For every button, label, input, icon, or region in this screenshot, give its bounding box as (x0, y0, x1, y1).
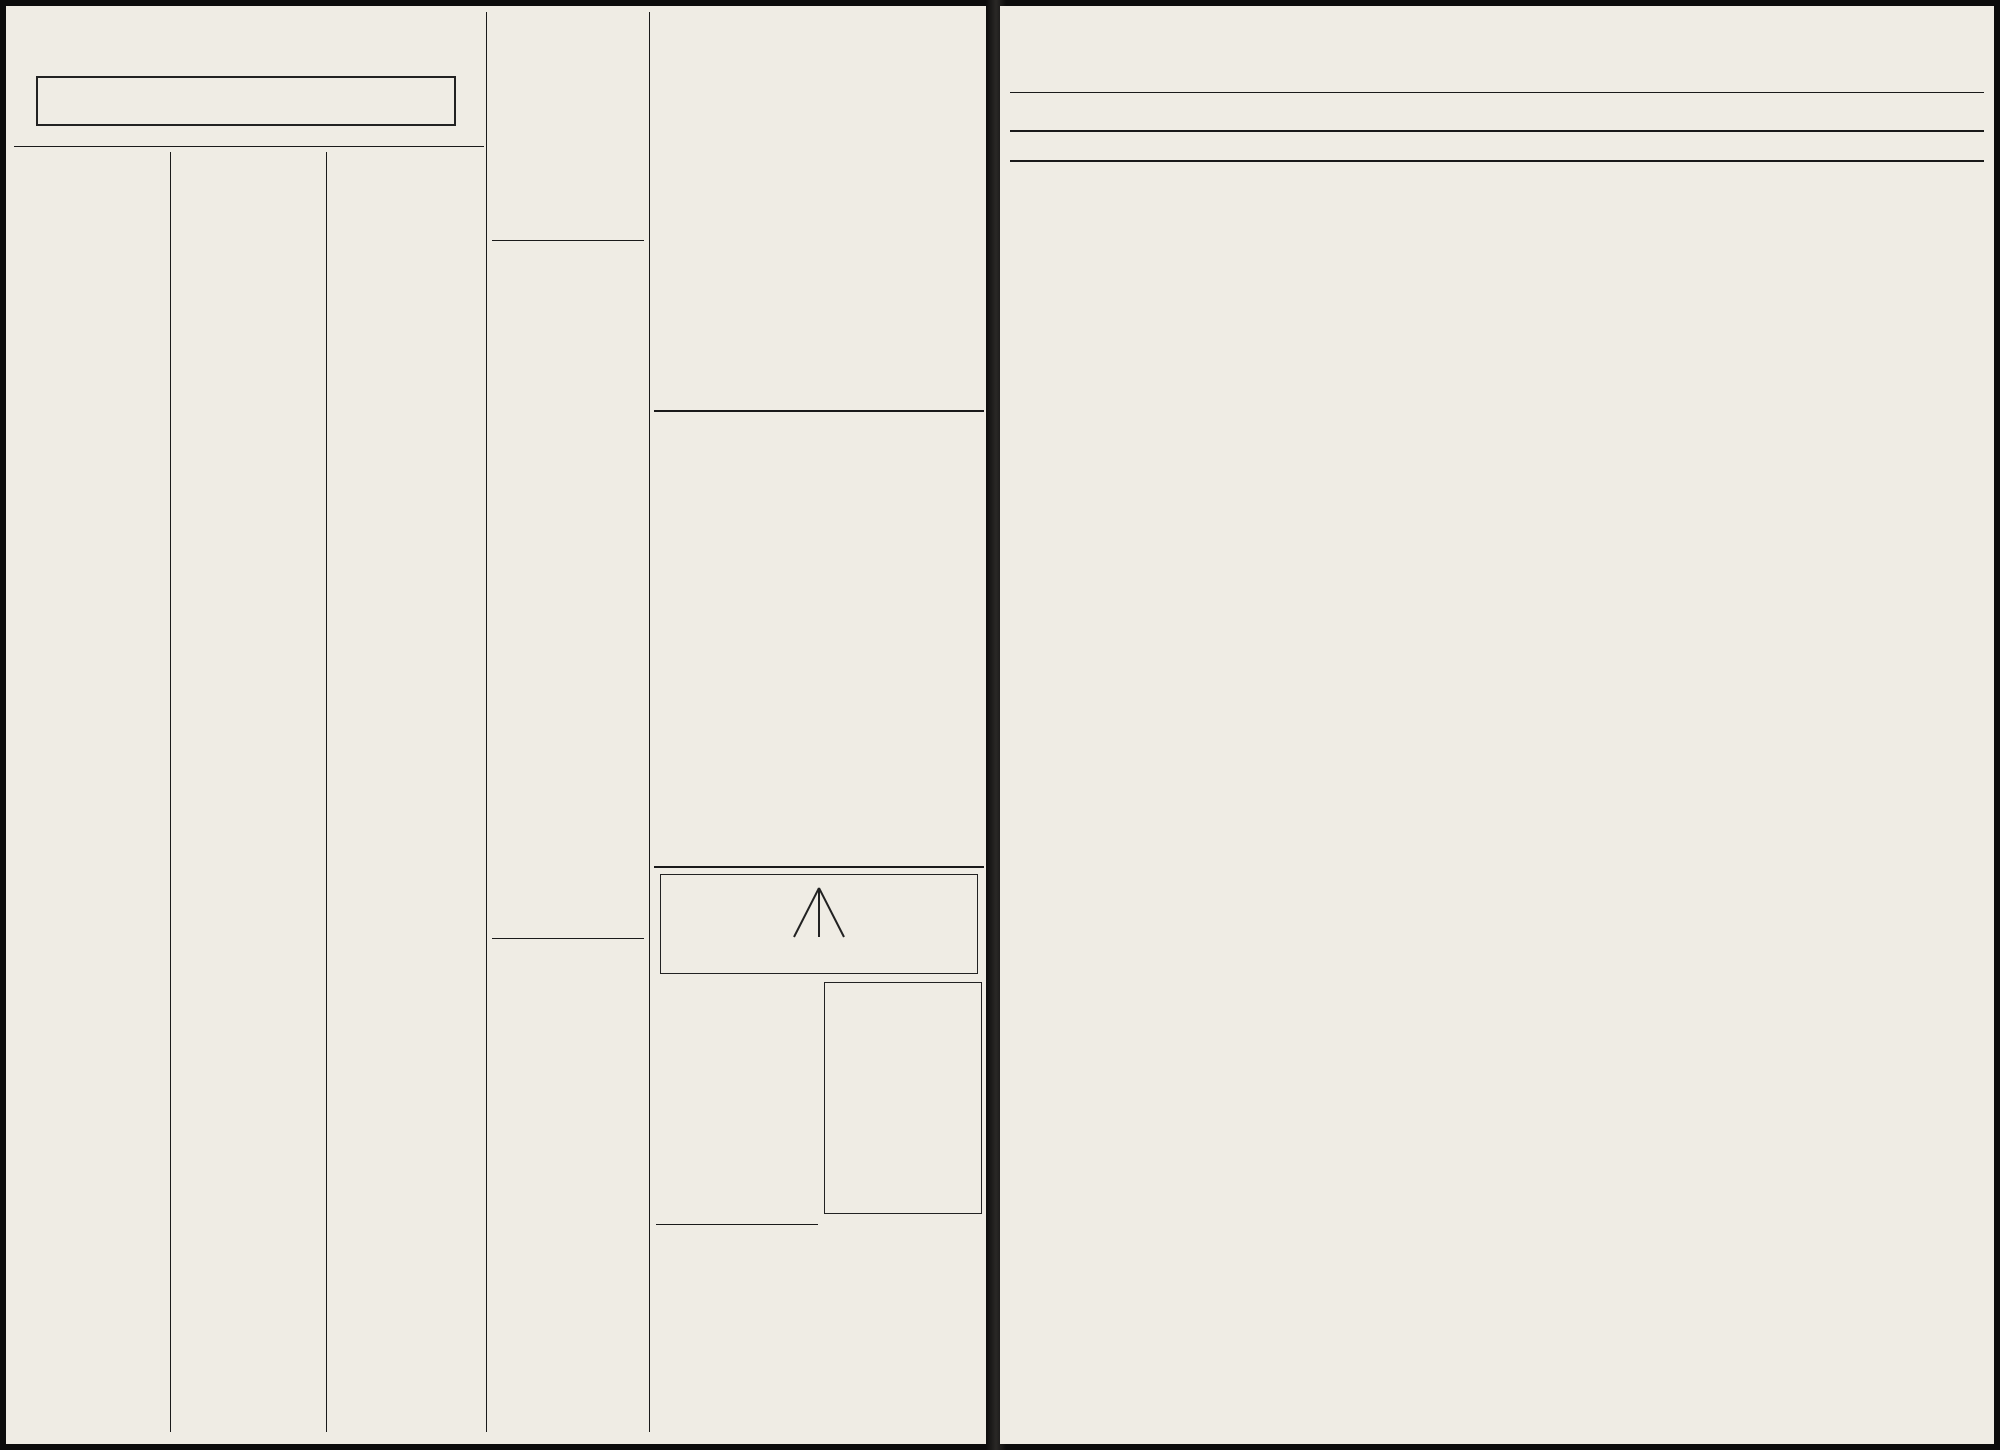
woods-seeds-ad (824, 982, 982, 1214)
masthead-rule (1010, 130, 1984, 132)
ad-rule (492, 938, 644, 939)
column-rule (170, 152, 171, 1432)
ad-rule (656, 1224, 818, 1225)
crime-of-idleness-ad (656, 1228, 818, 1368)
winterville-column-1 (16, 152, 166, 1432)
winterville-column-3 (330, 152, 480, 1432)
tutts-pills-ad (492, 66, 644, 236)
right-newspaper-page (1000, 6, 1994, 1444)
military-school-ad (660, 874, 978, 974)
column-rule (649, 12, 650, 1432)
ad-rule (654, 866, 984, 868)
joyner-timberlake-ad (656, 982, 818, 1222)
bank-oath (654, 73, 984, 76)
column-rule (486, 12, 487, 1432)
ad-rule (492, 240, 644, 241)
winterville-department-banner (36, 76, 456, 126)
for-sale-ad (824, 1220, 982, 1370)
left-newspaper-page (6, 6, 992, 1444)
column-rule (326, 152, 327, 1432)
masthead-rule (1010, 92, 1984, 93)
money-found-item (492, 942, 644, 1142)
grand-jury-article (492, 244, 644, 934)
bank-of-grifton-report (654, 416, 984, 856)
rifles-illustration (784, 885, 854, 940)
left-header-rule (14, 146, 484, 147)
bank-of-winterville-report (654, 66, 984, 406)
winterville-column-2 (174, 152, 322, 1432)
bank-oath (654, 423, 984, 425)
ad-rule (654, 410, 984, 412)
masthead-rule (1010, 160, 1984, 162)
